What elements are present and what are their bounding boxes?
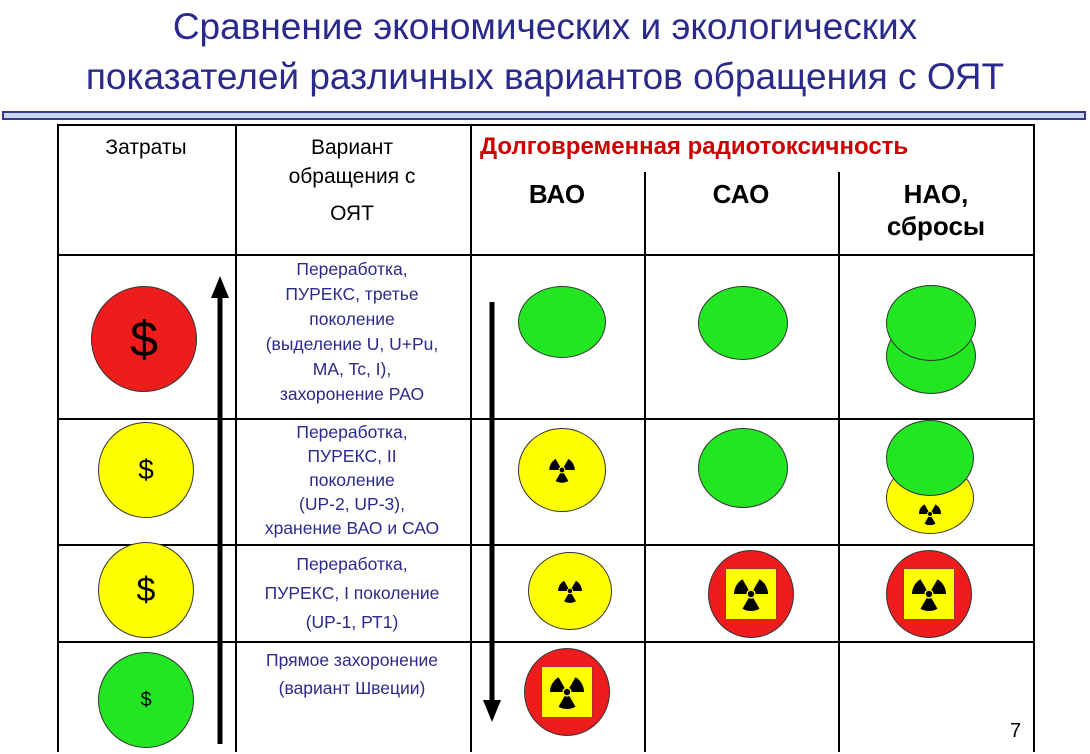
- header-llw-line2: сбросы: [886, 211, 986, 241]
- radiation-icon: [547, 672, 587, 712]
- grid-line-v4: [838, 172, 840, 752]
- variant-row4-line: (вариант Швеции): [278, 678, 426, 698]
- header-variant: [235, 133, 469, 228]
- header-radiotoxicity: Долговременная радиотоксичность: [480, 133, 909, 160]
- radiation-icon: [547, 455, 577, 485]
- header-ilw: САО: [712, 179, 770, 209]
- hlw-row2-medium-indicator: [518, 428, 606, 512]
- grid-line-h4: [59, 641, 1033, 643]
- slide-title: [0, 2, 1090, 102]
- variant-row1-line: ПУРЕКС, третье: [285, 284, 419, 304]
- radiation-icon: [909, 574, 949, 614]
- radiation-icon: [731, 574, 771, 614]
- grid-line-v3: [644, 172, 646, 752]
- variant-row2-line: Переработка,: [296, 422, 408, 442]
- grid-line-v2: [470, 126, 472, 752]
- hlw-row1-low-indicator: [518, 286, 606, 358]
- cost-medium-indicator: [98, 422, 194, 518]
- dollar-icon: $: [130, 311, 158, 367]
- slide-title-line2: показателей различных вариантов обращения с ОЯТ: [85, 56, 1005, 97]
- ilw-row3-high-indicator: [708, 550, 794, 638]
- variant-row3-line: ПУРЕКС, I поколение: [264, 583, 440, 603]
- llw-row1-low-indicator: [886, 285, 976, 361]
- radiation-warning-sign: [725, 568, 777, 620]
- dollar-icon: $: [136, 571, 156, 609]
- variant-row4-line: Прямое захоронение: [265, 650, 439, 670]
- variant-row2-line: хранение ВАО и САО: [264, 518, 440, 538]
- radiation-icon: [917, 501, 943, 527]
- cost-high-indicator: [91, 286, 197, 392]
- variant-row2-line: ПУРЕКС, II: [307, 446, 397, 466]
- header-llw-line1: НАО,: [903, 179, 969, 209]
- variant-row1-line: MA, Tc, I),: [312, 359, 392, 379]
- slide-title-line1: Сравнение экономических и экологических: [172, 6, 918, 47]
- dollar-icon: $: [140, 689, 152, 711]
- header-variant-line1: Вариант: [311, 136, 393, 159]
- ilw-row1-low-indicator: [698, 286, 788, 360]
- grid-line-h1: [59, 254, 1033, 256]
- variant-row3-line: Переработка,: [296, 554, 408, 574]
- header-variant-line2: обращения с: [288, 165, 416, 188]
- radiation-warning-sign: [903, 568, 955, 620]
- variant-row2: [235, 420, 469, 540]
- variant-row1: [235, 257, 469, 407]
- cost-medium-indicator: [98, 542, 194, 638]
- dollar-icon: $: [138, 454, 154, 485]
- ilw-row2-low-indicator: [698, 428, 788, 508]
- variant-row4: [235, 646, 469, 702]
- llw-row3-high-indicator: [886, 550, 972, 638]
- header-hlw: ВАО: [528, 179, 586, 209]
- grid-line-h2: [59, 418, 1033, 420]
- variant-row3-line: (UP-1, РТ1): [305, 612, 399, 632]
- radiation-warning-sign: [541, 666, 593, 718]
- variant-row1-line: поколение: [309, 309, 395, 329]
- cost-low-indicator: [98, 652, 194, 748]
- hlw-row4-high-indicator: [524, 648, 610, 736]
- title-divider: [2, 111, 1086, 120]
- radiation-icon: [556, 577, 584, 605]
- variant-row2-line: поколение: [309, 470, 395, 490]
- variant-row1-line: Переработка,: [296, 259, 408, 279]
- variant-row3: [235, 550, 469, 637]
- grid-line-h3: [59, 544, 1033, 546]
- variant-row2-line: (UP-2, UP-3),: [299, 494, 405, 514]
- variant-row1-line: (выделение U, U+Pu,: [265, 334, 439, 354]
- arrow-down-icon: [479, 302, 505, 722]
- arrow-up-icon: [207, 276, 233, 744]
- header-variant-line3: ОЯТ: [330, 202, 374, 225]
- page-number: 7: [1010, 720, 1022, 742]
- hlw-row3-medium-indicator: [528, 552, 612, 630]
- header-costs: Затраты: [105, 136, 187, 159]
- variant-row1-line: захоронение РАО: [279, 384, 425, 404]
- llw-row2-low-indicator: [886, 420, 974, 496]
- header-llw: [839, 178, 1033, 242]
